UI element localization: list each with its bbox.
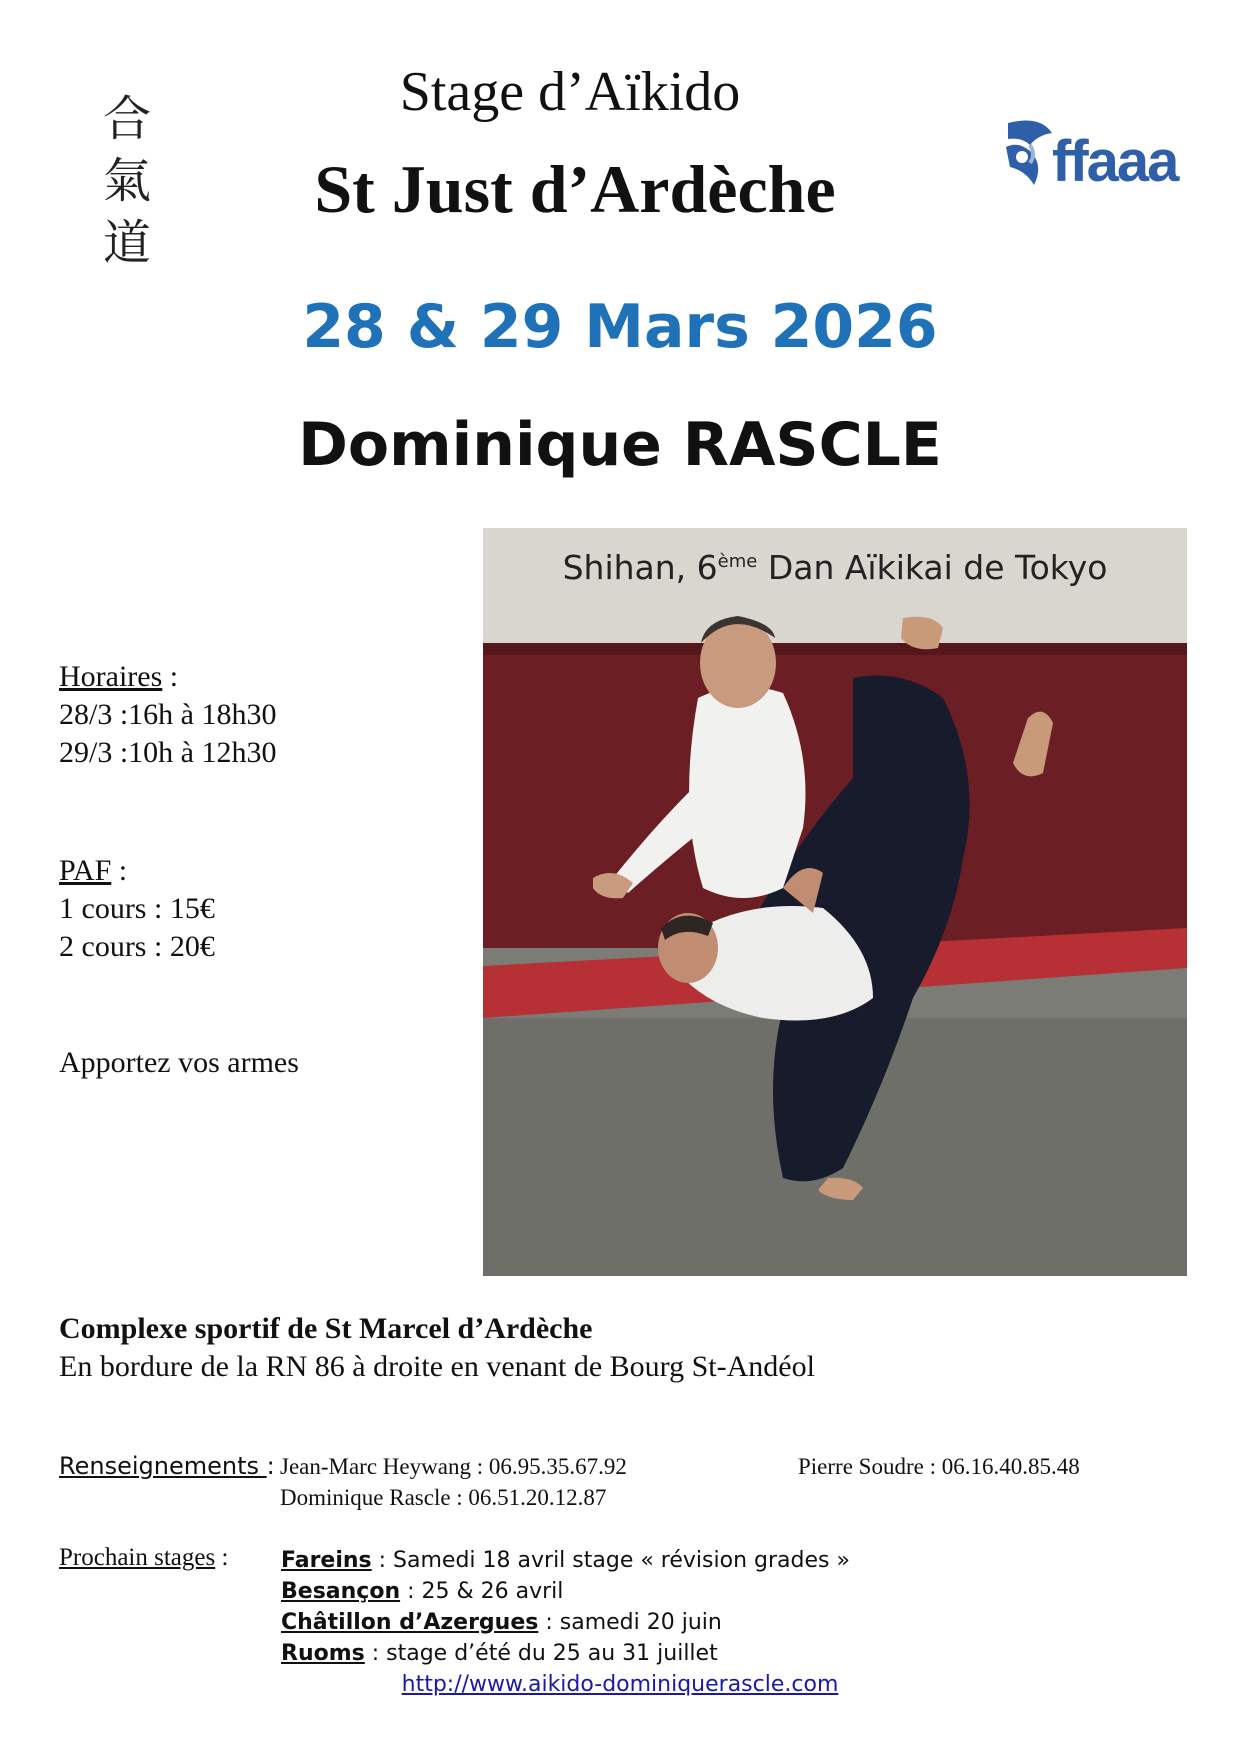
ffaaa-logo — [1000, 115, 1180, 195]
horaires-colon: : — [162, 660, 179, 693]
stage-detail: : stage d’été du 25 au 31 juillet — [364, 1641, 718, 1666]
contact-jean-marc: Jean-Marc Heywang : 06.95.35.67.92 — [280, 1454, 627, 1479]
kanji-ki: 氣 — [102, 153, 151, 209]
horaires-heading — [59, 658, 178, 696]
logo-emblem-icon — [1006, 121, 1052, 185]
logo-text: ffaaa — [1052, 129, 1178, 194]
caption-text-start: Shihan, 6 — [562, 548, 718, 587]
contact-dominique: Dominique Rascle : 06.51.20.12.87 — [280, 1485, 607, 1510]
next-stage-item — [281, 1641, 718, 1666]
stage-place: Ruoms — [281, 1641, 365, 1666]
stage-place: Châtillon d’Azergues — [281, 1610, 539, 1635]
horaires-line: 28/3 :16h à 18h30 — [59, 698, 277, 731]
caption-superscript: ème — [717, 551, 758, 572]
venue-directions: En bordure de la RN 86 à droite en venant de Bourg St-Andéol — [59, 1350, 815, 1383]
horaires-label: Horaires — [59, 660, 163, 693]
website-link[interactable]: http://www.aikido-dominiquerascle.com — [401, 1672, 839, 1697]
caption-text-end: Dan Aïkikai de Tokyo — [757, 548, 1108, 587]
place-title: St Just d’Ardèche — [314, 151, 836, 227]
contact-pierre: Pierre Soudre : 06.16.40.85.48 — [798, 1454, 1080, 1479]
bring-weapons-note: Apportez vos armes — [59, 1046, 299, 1079]
next-stages-colon: : — [215, 1544, 229, 1571]
next-stages-heading — [59, 1544, 228, 1572]
venue-name: Complexe sportif de St Marcel d’Ardèche — [59, 1312, 593, 1345]
photo-caption — [483, 548, 1187, 587]
stage-detail: : samedi 20 juin — [538, 1610, 722, 1635]
kanji-do: 道 — [102, 215, 151, 271]
info-heading — [59, 1452, 275, 1480]
info-colon: : — [266, 1452, 275, 1480]
paf-line: 2 cours : 20€ — [59, 930, 215, 963]
next-stages-label: Prochain stages — [59, 1544, 216, 1571]
paf-heading — [59, 852, 127, 890]
stage-place: Fareins — [281, 1548, 372, 1573]
event-date: 28 & 29 Mars 2026 — [302, 292, 938, 362]
stage-detail: : 25 & 26 avril — [400, 1579, 564, 1604]
paf-colon: : — [111, 854, 128, 887]
info-label: Renseignements — [59, 1452, 267, 1480]
paf-line: 1 cours : 15€ — [59, 892, 215, 925]
stage-title: Stage d’Aïkido — [399, 61, 741, 123]
teacher-name: Dominique RASCLE — [298, 410, 942, 480]
stage-detail: : Samedi 18 avril stage « révision grades » — [371, 1548, 850, 1573]
kanji-ai: 合 — [102, 91, 151, 147]
stage-place: Besançon — [281, 1579, 401, 1604]
paf-label: PAF — [59, 854, 112, 887]
aikido-photo — [483, 528, 1187, 1276]
horaires-line: 29/3 :10h à 12h30 — [59, 736, 277, 769]
next-stage-item — [281, 1548, 850, 1573]
next-stage-item — [281, 1579, 563, 1604]
aikido-throw-image — [483, 528, 1187, 1276]
next-stage-item — [281, 1610, 722, 1635]
